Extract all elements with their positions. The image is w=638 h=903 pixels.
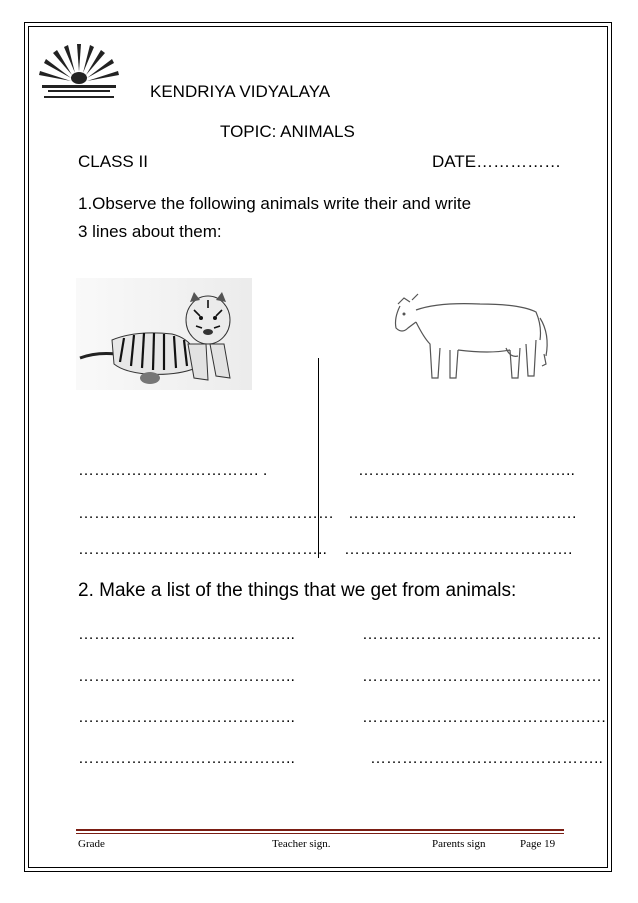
class-label: CLASS II	[78, 152, 148, 171]
footer-grade: Grade	[78, 838, 105, 850]
topic-title: TOPIC: ANIMALS	[220, 122, 355, 141]
q1-left-answer-line[interactable]: ………………………………………..	[78, 541, 327, 558]
q2-left-answer-line[interactable]: …………………………………..	[78, 750, 295, 767]
question1-line1: 1.Observe the following animals write their and write	[78, 194, 472, 213]
q1-left-answer-line[interactable]: ……………………………. .	[78, 462, 268, 479]
q2-right-answer-line[interactable]: ………………………………………	[362, 626, 602, 643]
cow-image	[390, 278, 558, 388]
q1-left-answer-line[interactable]: …………………………………………	[78, 505, 334, 522]
school-name: KENDRIYA VIDYALAYA	[150, 82, 331, 101]
date-field: DATE……………	[432, 152, 562, 171]
question2-text: 2. Make a list of the things that we get from animals:	[78, 580, 517, 601]
q2-left-answer-line[interactable]: …………………………………..	[78, 668, 295, 685]
q1-right-answer-line[interactable]: …………………………………..	[358, 462, 575, 479]
question1-line2: 3 lines about them:	[78, 222, 222, 241]
footer-parents-sign: Parents sign	[432, 838, 486, 850]
q2-left-answer-line[interactable]: …………………………………..	[78, 626, 295, 643]
footer-teacher-sign: Teacher sign.	[272, 838, 331, 850]
column-divider	[318, 358, 319, 558]
q1-right-answer-line[interactable]: …………………………………….	[348, 505, 577, 522]
q2-right-answer-line[interactable]: ……………………………………..	[370, 750, 603, 767]
kendriya-vidyalaya-logo	[34, 38, 124, 108]
q2-right-answer-line[interactable]: …………………………………….…	[362, 709, 607, 726]
tiger-image	[76, 278, 252, 390]
footer-rule-thick	[76, 829, 564, 831]
footer-page-number: Page 19	[520, 838, 556, 850]
q2-right-answer-line[interactable]: ………………………………………	[362, 668, 602, 685]
q2-left-answer-line[interactable]: …………………………………..	[78, 709, 295, 726]
q1-right-answer-line[interactable]: …………………………………….	[344, 541, 573, 558]
footer-rule-thin	[76, 833, 564, 834]
